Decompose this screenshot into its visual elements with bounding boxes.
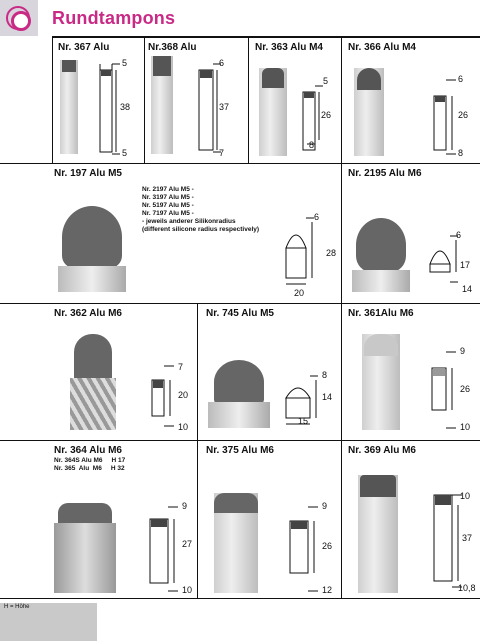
dim-height: 37 [462,533,473,543]
product-photo [352,214,410,294]
dim-height: 17 [460,260,471,270]
technical-drawing [297,82,337,162]
product-photo [362,334,400,430]
grid-line-bottom [0,598,480,599]
product-photo [358,475,398,593]
product-cell-363 [249,38,341,163]
dim-top: 9 [322,501,328,511]
dim-top: 6 [219,58,225,68]
dim-top: 5 [323,76,329,86]
page-header [0,0,480,35]
product-title: Nr. 367 Alu [58,42,110,53]
product-photo [214,493,258,593]
dim-height: 20 [178,390,189,400]
dim-bottom: 10,8 [458,583,476,593]
technical-drawing [280,212,332,292]
dim-top: 10 [460,491,471,501]
dim-height: 38 [120,102,131,112]
product-title: Nr. 2195 Alu M6 [348,168,422,179]
product-cell-197 [0,164,341,303]
dim-bottom: 8 [458,148,464,158]
dim-top: 7 [178,362,184,372]
product-cell-2195 [342,164,480,303]
product-title: Nr. 366 Alu M4 [348,42,416,53]
product-photo [58,186,126,296]
page-title: Rundtampons [52,8,176,28]
dim-top: 9 [182,501,188,511]
dim-height: 27 [182,539,193,549]
dim-height: 37 [219,102,230,112]
dim-bottom: 15 [298,416,309,426]
product-cell-366 [342,38,480,163]
product-title: Nr. 745 Alu M5 [206,308,274,319]
dim-bottom: 12 [322,585,333,595]
dim-bottom: 8 [309,140,315,150]
dim-top: 8 [322,370,328,380]
product-title: Nr. 363 Alu M4 [255,42,323,53]
footer-legend: H = Höhe [4,604,30,610]
product-photo [208,360,270,430]
dim-top: 6 [458,74,464,84]
product-title: Nr. 375 Alu M6 [206,445,274,456]
dim-bottom: 5 [122,148,128,158]
dim-top: 6 [314,212,320,222]
dim-top: 6 [456,230,462,240]
product-cell-361 [342,304,480,440]
product-cell-745 [198,304,341,440]
product-cell-375 [198,441,341,598]
product-title: Nr. 364 Alu M6 [54,445,122,456]
dim-height: 26 [322,541,333,551]
product-photo [354,68,384,156]
product-photo [151,56,173,154]
product-cell-369 [342,441,480,598]
product-title: Nr. 369 Alu M6 [348,445,416,456]
dim-height: 26 [460,384,471,394]
product-cell-368 [145,38,248,163]
technical-drawing [144,501,188,597]
dim-height: 14 [322,392,333,402]
dim-bottom: 7 [219,148,225,158]
product-title: Nr.368 Alu [148,42,197,53]
product-title: Nr. 197 Alu M5 [54,168,122,179]
product-photo [70,334,116,430]
logo-ring-icon [6,6,30,30]
product-cell-362 [0,304,197,440]
product-cell-367 [52,38,144,163]
dim-bottom: 20 [294,288,305,298]
dim-bottom: 14 [462,284,473,294]
dim-height: 26 [458,110,469,120]
dim-bottom: 10 [182,585,193,595]
variant-notes: Nr. 2197 Alu M5 - Nr. 3197 Alu M5 - Nr. 5197 Alu M5 - Nr. 7197 Alu M5 - - jeweils anderer Silikonradius (different silicone radius respectively) [142,186,260,233]
dim-height: 28 [326,248,337,258]
dim-bottom: 10 [178,422,189,432]
product-title: Nr. 361Alu M6 [348,308,414,319]
product-title: Nr. 362 Alu M6 [54,308,122,319]
product-photo [259,68,287,156]
variant-notes: Nr. 364S Alu M6 H 17 Nr. 365 Alu M6 H 32 [54,457,126,472]
product-photo [44,503,126,593]
dim-height: 26 [321,110,332,120]
product-cell-364 [0,441,197,598]
product-photo [60,60,78,154]
dim-top: 5 [122,58,128,68]
dim-top: 9 [460,346,466,356]
technical-drawing [428,491,472,595]
dim-bottom: 10 [460,422,471,432]
